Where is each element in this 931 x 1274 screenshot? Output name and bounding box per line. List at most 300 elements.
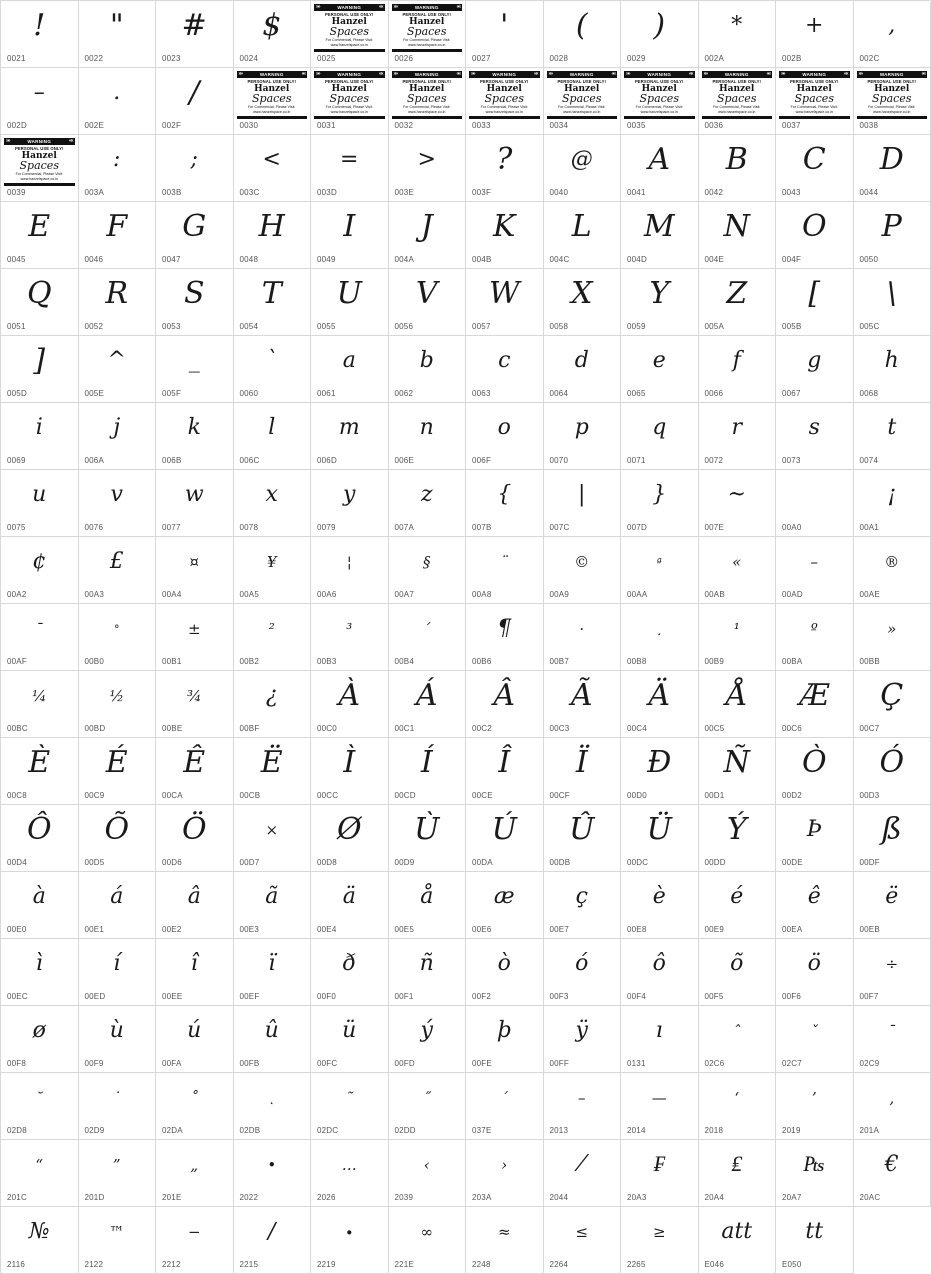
glyph-cell[interactable] [776, 872, 854, 939]
glyph-cell[interactable] [234, 939, 312, 1006]
glyph-cell[interactable] [544, 202, 622, 269]
brand-name-script: Spaces [392, 93, 463, 104]
glyph-unicode-code: 203A [472, 1193, 491, 1202]
glyph-cell[interactable] [234, 1140, 312, 1207]
glyph-cell[interactable] [389, 202, 467, 269]
glyph-cell[interactable] [1, 68, 79, 135]
glyph-cell[interactable] [156, 805, 234, 872]
glyph-cell[interactable] [621, 135, 699, 202]
glyph-cell[interactable] [389, 939, 467, 1006]
glyph-cell[interactable] [311, 336, 389, 403]
glyph-cell[interactable] [466, 135, 544, 202]
glyph-cell[interactable] [544, 336, 622, 403]
glyph-cell[interactable] [234, 135, 312, 202]
glyph-cell[interactable] [466, 872, 544, 939]
glyph-cell[interactable] [234, 738, 312, 805]
glyph-cell[interactable] [311, 403, 389, 470]
glyph-cell[interactable] [544, 68, 622, 135]
glyph-preview: ‚ [854, 1075, 931, 1121]
glyph-cell[interactable] [544, 1006, 622, 1073]
glyph-cell[interactable] [544, 1073, 622, 1140]
glyph-cell[interactable] [79, 1, 157, 68]
glyph-cell[interactable] [156, 1, 234, 68]
glyph-preview: att [699, 1209, 776, 1255]
glyph-cell[interactable] [311, 202, 389, 269]
glyph-cell[interactable] [389, 1073, 467, 1140]
glyph-cell[interactable] [776, 604, 854, 671]
glyph-cell[interactable] [466, 1140, 544, 1207]
chevron-right-icon: «« [921, 71, 925, 78]
glyph-preview: Û [544, 807, 621, 853]
glyph-cell[interactable] [621, 604, 699, 671]
glyph-preview: ~ [699, 472, 776, 518]
glyph-cell[interactable] [156, 269, 234, 336]
glyph-cell[interactable] [776, 202, 854, 269]
glyph-unicode-code: 2044 [550, 1193, 569, 1202]
glyph-cell[interactable] [234, 1, 312, 68]
glyph-cell[interactable] [776, 135, 854, 202]
glyph-cell[interactable] [776, 1073, 854, 1140]
glyph-preview: R [79, 271, 156, 317]
glyph-preview: Ý [699, 807, 776, 853]
glyph-unicode-code: 00A8 [472, 590, 491, 599]
glyph-cell[interactable] [311, 872, 389, 939]
glyph-cell[interactable] [621, 805, 699, 872]
glyph-cell[interactable] [621, 872, 699, 939]
glyph-cell[interactable] [699, 269, 777, 336]
chevron-right-icon: «« [844, 71, 848, 78]
glyph-cell[interactable] [1, 1, 79, 68]
glyph-cell[interactable] [699, 135, 777, 202]
glyph-cell[interactable] [234, 872, 312, 939]
glyph-cell[interactable] [156, 202, 234, 269]
glyph-cell[interactable] [776, 470, 854, 537]
glyph-cell[interactable] [699, 1207, 777, 1274]
glyph-cell[interactable] [854, 403, 931, 470]
glyph-cell[interactable] [1, 1140, 79, 1207]
glyph-cell[interactable] [854, 1073, 931, 1140]
glyph-cell[interactable] [79, 202, 157, 269]
glyph-cell[interactable] [1, 1006, 79, 1073]
glyph-cell[interactable] [1, 470, 79, 537]
glyph-unicode-code: 003C [240, 188, 260, 197]
glyph-cell[interactable] [79, 269, 157, 336]
glyph-cell[interactable] [854, 1140, 931, 1207]
glyph-cell[interactable] [156, 336, 234, 403]
brand-name-script: Spaces [469, 93, 540, 104]
glyph-cell[interactable] [776, 537, 854, 604]
glyph-cell[interactable] [776, 1140, 854, 1207]
glyph-cell[interactable] [156, 604, 234, 671]
glyph-cell[interactable] [1, 872, 79, 939]
glyph-cell[interactable] [776, 336, 854, 403]
glyph-cell[interactable] [466, 336, 544, 403]
glyph-preview: I [311, 204, 388, 250]
glyph-unicode-code: 006C [240, 456, 260, 465]
glyph-preview: E [1, 204, 78, 250]
brand-name [779, 85, 850, 104]
website-url: www.hanzelspace.co.in [314, 110, 385, 114]
glyph-cell[interactable] [776, 403, 854, 470]
glyph-cell[interactable] [544, 269, 622, 336]
glyph-cell[interactable] [79, 403, 157, 470]
glyph-preview: K [466, 204, 543, 250]
glyph-cell[interactable] [79, 939, 157, 1006]
glyph-cell[interactable] [854, 269, 931, 336]
glyph-preview: ¤ [156, 539, 233, 585]
glyph-cell[interactable] [156, 470, 234, 537]
glyph-unicode-code: 00F0 [317, 992, 336, 1001]
glyph-cell[interactable] [1, 939, 79, 1006]
glyph-cell[interactable] [544, 805, 622, 872]
glyph-cell[interactable] [544, 671, 622, 738]
glyph-cell[interactable] [466, 403, 544, 470]
glyph-cell[interactable] [311, 1207, 389, 1274]
glyph-cell[interactable] [79, 1073, 157, 1140]
glyph-cell[interactable] [79, 537, 157, 604]
glyph-cell[interactable] [854, 1006, 931, 1073]
glyph-cell[interactable] [389, 135, 467, 202]
chevron-left-icon: »» [704, 71, 708, 78]
glyph-cell[interactable] [311, 604, 389, 671]
glyph-cell[interactable] [776, 1, 854, 68]
brand-name-top: Hanzel [719, 84, 754, 94]
glyph-cell[interactable] [234, 671, 312, 738]
glyph-preview [776, 472, 853, 518]
glyph-preview: Ö [156, 807, 233, 853]
glyph-cell[interactable] [544, 872, 622, 939]
glyph-cell[interactable] [854, 939, 931, 1006]
glyph-cell[interactable] [311, 671, 389, 738]
glyph-cell[interactable] [311, 269, 389, 336]
glyph-cell[interactable] [79, 1140, 157, 1207]
glyph-preview: ÿ [544, 1008, 621, 1054]
glyph-cell[interactable] [1, 336, 79, 403]
glyph-cell[interactable] [79, 135, 157, 202]
glyph-cell[interactable] [234, 68, 312, 135]
glyph-cell[interactable] [311, 1006, 389, 1073]
glyph-cell[interactable] [234, 202, 312, 269]
glyph-cell[interactable] [389, 671, 467, 738]
glyph-cell[interactable] [776, 805, 854, 872]
glyph-cell[interactable] [234, 269, 312, 336]
glyph-cell[interactable] [544, 1140, 622, 1207]
glyph-cell[interactable] [544, 738, 622, 805]
glyph-cell[interactable] [776, 1006, 854, 1073]
glyph-cell[interactable] [466, 1073, 544, 1140]
glyph-cell[interactable] [311, 1140, 389, 1207]
glyph-cell[interactable] [389, 1207, 467, 1274]
commercial-notice: For Commercial, Please Visit: [547, 105, 618, 109]
glyph-preview: Ê [156, 740, 233, 786]
glyph-unicode-code: 02D8 [7, 1126, 27, 1135]
glyph-cell[interactable] [1, 671, 79, 738]
glyph-cell[interactable] [311, 537, 389, 604]
glyph-unicode-code: 00FD [395, 1059, 415, 1068]
glyph-cell[interactable] [621, 1207, 699, 1274]
glyph-cell[interactable] [389, 403, 467, 470]
glyph-cell[interactable] [699, 604, 777, 671]
glyph-cell[interactable] [79, 336, 157, 403]
glyph-cell[interactable] [1, 1073, 79, 1140]
chevron-right-icon: «« [456, 4, 460, 11]
glyph-cell[interactable] [389, 537, 467, 604]
glyph-cell[interactable] [854, 68, 931, 135]
glyph-cell[interactable] [466, 1, 544, 68]
glyph-cell[interactable] [389, 872, 467, 939]
glyph-unicode-code: 007B [472, 523, 491, 532]
commercial-notice: For Commercial, Please Visit: [392, 38, 463, 42]
glyph-cell[interactable] [699, 939, 777, 1006]
glyph-cell[interactable] [79, 738, 157, 805]
glyph-cell[interactable] [544, 470, 622, 537]
brand-name-top: Hanzel [797, 84, 832, 94]
glyph-cell[interactable] [544, 403, 622, 470]
glyph-cell[interactable] [79, 671, 157, 738]
glyph-cell[interactable] [1, 1207, 79, 1274]
glyph-cell[interactable] [311, 135, 389, 202]
glyph-cell[interactable] [854, 872, 931, 939]
glyph-cell[interactable] [156, 403, 234, 470]
glyph-cell[interactable] [621, 738, 699, 805]
glyph-cell[interactable] [389, 336, 467, 403]
glyph-cell[interactable] [621, 537, 699, 604]
glyph-cell[interactable] [699, 738, 777, 805]
glyph-cell[interactable] [234, 537, 312, 604]
glyph-cell[interactable] [156, 135, 234, 202]
glyph-cell[interactable] [466, 470, 544, 537]
glyph-cell[interactable] [389, 604, 467, 671]
glyph-unicode-code: 0068 [860, 389, 879, 398]
glyph-cell[interactable] [1, 537, 79, 604]
glyph-cell[interactable] [699, 470, 777, 537]
glyph-cell[interactable] [621, 470, 699, 537]
glyph-cell[interactable] [776, 939, 854, 1006]
glyph-preview: ₧ [776, 1142, 853, 1188]
brand-name-top: Hanzel [409, 17, 444, 27]
glyph-unicode-code: 00C5 [705, 724, 725, 733]
glyph-cell[interactable] [466, 805, 544, 872]
glyph-cell[interactable] [389, 1006, 467, 1073]
glyph-cell[interactable] [854, 738, 931, 805]
glyph-cell[interactable] [544, 1, 622, 68]
glyph-cell[interactable] [311, 939, 389, 1006]
glyph-cell[interactable] [1, 738, 79, 805]
glyph-cell[interactable] [699, 1006, 777, 1073]
glyph-cell[interactable] [311, 470, 389, 537]
glyph-cell[interactable] [854, 336, 931, 403]
glyph-cell[interactable] [79, 470, 157, 537]
glyph-preview: å [389, 874, 466, 920]
glyph-cell[interactable] [234, 1006, 312, 1073]
glyph-cell[interactable] [699, 671, 777, 738]
glyph-cell[interactable] [156, 1006, 234, 1073]
glyph-cell[interactable] [699, 1073, 777, 1140]
glyph-cell[interactable] [699, 202, 777, 269]
glyph-cell[interactable] [156, 1207, 234, 1274]
glyph-cell[interactable] [466, 1006, 544, 1073]
glyph-cell[interactable] [776, 68, 854, 135]
glyph-cell[interactable] [621, 336, 699, 403]
glyph-cell[interactable] [389, 1, 467, 68]
glyph-cell[interactable] [156, 671, 234, 738]
glyph-cell[interactable] [466, 202, 544, 269]
glyph-cell[interactable] [466, 604, 544, 671]
glyph-cell[interactable] [621, 1140, 699, 1207]
glyph-cell[interactable] [156, 738, 234, 805]
glyph-unicode-code: 0067 [782, 389, 801, 398]
glyph-cell[interactable] [776, 671, 854, 738]
glyph-preview: h [854, 338, 931, 384]
glyph-cell[interactable] [234, 1073, 312, 1140]
chevron-left-icon: »» [781, 71, 785, 78]
glyph-cell[interactable] [621, 1073, 699, 1140]
glyph-unicode-code: 2022 [240, 1193, 259, 1202]
glyph-cell[interactable] [389, 1140, 467, 1207]
license-line: PERSONAL USE ONLY! [314, 12, 385, 17]
glyph-unicode-code: 004A [395, 255, 414, 264]
warning-label: WARNING [260, 72, 284, 77]
glyph-cell[interactable] [466, 269, 544, 336]
warning-label: WARNING [337, 72, 361, 77]
glyph-preview: Ä [621, 673, 698, 719]
glyph-cell[interactable] [311, 1, 389, 68]
glyph-cell[interactable] [776, 269, 854, 336]
glyph-cell[interactable] [854, 1, 931, 68]
glyph-cell[interactable] [466, 939, 544, 1006]
glyph-cell[interactable] [156, 939, 234, 1006]
glyph-cell[interactable] [1, 202, 79, 269]
glyph-cell[interactable] [544, 604, 622, 671]
glyph-preview: ' [466, 3, 543, 49]
glyph-cell[interactable] [776, 1207, 854, 1274]
glyph-cell[interactable] [79, 872, 157, 939]
glyph-cell[interactable] [234, 470, 312, 537]
glyph-unicode-code: 0040 [550, 188, 569, 197]
glyph-cell[interactable] [621, 269, 699, 336]
glyph-cell[interactable] [699, 403, 777, 470]
glyph-cell[interactable] [234, 805, 312, 872]
glyph-cell[interactable] [544, 939, 622, 1006]
glyph-unicode-code: 00E8 [627, 925, 646, 934]
glyph-cell[interactable] [854, 135, 931, 202]
glyph-cell[interactable] [311, 1073, 389, 1140]
glyph-cell[interactable] [854, 671, 931, 738]
glyph-cell[interactable] [466, 738, 544, 805]
glyph-cell[interactable] [389, 805, 467, 872]
glyph-unicode-code: 00C2 [472, 724, 492, 733]
glyph-cell[interactable] [621, 671, 699, 738]
glyph-cell[interactable] [79, 1006, 157, 1073]
glyph-cell[interactable] [854, 805, 931, 872]
glyph-cell[interactable] [156, 872, 234, 939]
glyph-unicode-code: 005C [860, 322, 880, 331]
glyph-cell[interactable] [466, 1207, 544, 1274]
glyph-unicode-code: 00A1 [860, 523, 879, 532]
glyph-cell[interactable] [699, 805, 777, 872]
glyph-cell[interactable] [79, 1207, 157, 1274]
glyph-cell[interactable] [699, 1140, 777, 1207]
glyph-cell[interactable] [621, 1006, 699, 1073]
glyph-cell[interactable] [776, 738, 854, 805]
glyph-preview: ñ [389, 941, 466, 987]
glyph-cell[interactable] [621, 939, 699, 1006]
glyph-preview: ´ [389, 606, 466, 652]
glyph-cell[interactable] [234, 604, 312, 671]
glyph-unicode-code: 00B6 [472, 657, 491, 666]
glyph-cell[interactable] [1, 403, 79, 470]
glyph-unicode-code: 003A [85, 188, 104, 197]
glyph-cell[interactable] [621, 68, 699, 135]
brand-name-script: Spaces [314, 93, 385, 104]
glyph-unicode-code: 00B3 [317, 657, 336, 666]
glyph-cell[interactable] [466, 68, 544, 135]
glyph-preview: M [621, 204, 698, 250]
glyph-cell[interactable] [234, 403, 312, 470]
glyph-unicode-code: 0053 [162, 322, 181, 331]
glyph-preview: © [544, 539, 621, 585]
glyph-cell[interactable] [699, 1, 777, 68]
glyph-cell[interactable] [1, 805, 79, 872]
glyph-cell[interactable] [699, 336, 777, 403]
warning-bar [702, 71, 773, 78]
glyph-cell[interactable] [156, 537, 234, 604]
glyph-preview: " [79, 3, 156, 49]
glyph-preview: = [311, 137, 388, 183]
glyph-cell[interactable] [544, 135, 622, 202]
glyph-cell[interactable] [854, 604, 931, 671]
glyph-cell[interactable] [156, 1073, 234, 1140]
glyph-preview: ? [466, 137, 543, 183]
glyph-cell[interactable] [79, 68, 157, 135]
glyph-cell[interactable] [389, 470, 467, 537]
glyph-cell[interactable] [466, 537, 544, 604]
glyph-unicode-code: 00E4 [317, 925, 336, 934]
glyph-cell[interactable] [854, 537, 931, 604]
glyph-cell[interactable] [311, 68, 389, 135]
glyph-cell[interactable] [156, 1140, 234, 1207]
glyph-unicode-code: 00AB [705, 590, 725, 599]
glyph-cell[interactable] [544, 1207, 622, 1274]
glyph-cell[interactable] [311, 805, 389, 872]
glyph-cell[interactable] [389, 68, 467, 135]
glyph-cell[interactable] [621, 1, 699, 68]
glyph-cell[interactable] [621, 403, 699, 470]
glyph-cell[interactable] [389, 269, 467, 336]
glyph-cell[interactable] [234, 1207, 312, 1274]
glyph-cell[interactable] [234, 336, 312, 403]
glyph-cell[interactable] [1, 269, 79, 336]
glyph-cell[interactable] [699, 68, 777, 135]
glyph-cell[interactable] [466, 671, 544, 738]
glyph-cell[interactable] [79, 805, 157, 872]
glyph-cell[interactable] [621, 202, 699, 269]
glyph-cell[interactable] [311, 738, 389, 805]
glyph-cell[interactable] [79, 604, 157, 671]
glyph-cell[interactable] [1, 135, 79, 202]
glyph-preview: [ [776, 271, 853, 317]
glyph-cell[interactable] [544, 537, 622, 604]
glyph-cell[interactable] [699, 537, 777, 604]
glyph-cell[interactable] [699, 872, 777, 939]
glyph-cell[interactable] [389, 738, 467, 805]
glyph-unicode-code: 0022 [85, 54, 104, 63]
glyph-cell[interactable] [854, 202, 931, 269]
glyph-cell[interactable] [1, 604, 79, 671]
glyph-cell[interactable] [156, 68, 234, 135]
glyph-preview: A [621, 137, 698, 183]
glyph-cell[interactable] [854, 470, 931, 537]
